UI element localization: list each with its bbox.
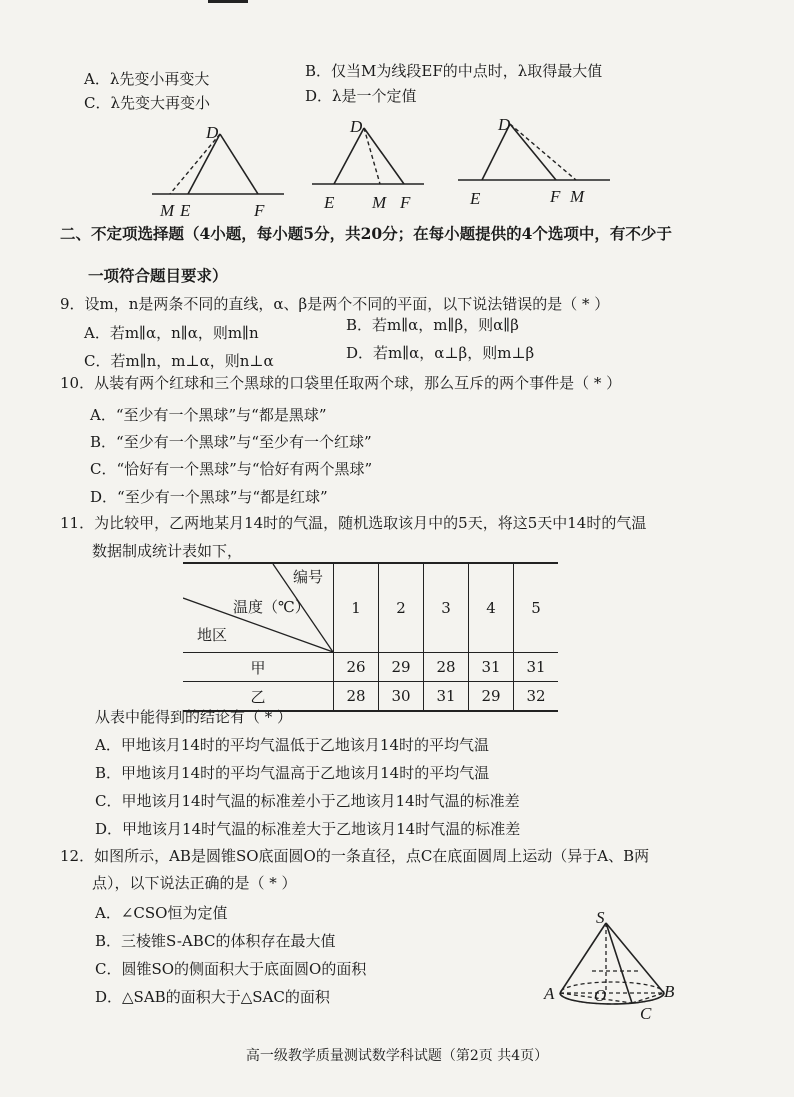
q11-stem-cont: 数据制成统计表如下， bbox=[92, 542, 243, 560]
table-cell: 30 bbox=[379, 682, 424, 712]
fig2-label-m: M bbox=[372, 193, 387, 212]
cone-label-a: A bbox=[544, 984, 555, 1003]
table-cell: 31 bbox=[514, 653, 559, 682]
table-cell: 28 bbox=[424, 653, 469, 682]
q12-stem-cont: 点），以下说法正确的是（ * ） bbox=[92, 874, 297, 892]
row-region: 甲 bbox=[183, 653, 334, 682]
q10-option-d: D．“至少有一个黑球”与“都是红球” bbox=[90, 488, 328, 506]
q10-option-a: A．“至少有一个黑球”与“都是黑球” bbox=[90, 406, 327, 424]
fig1-label-d: D bbox=[206, 123, 219, 142]
fig2-label-e: E bbox=[324, 193, 335, 212]
fig3-label-d: D bbox=[498, 115, 511, 134]
q8-option-d: D．λ是一个定值 bbox=[305, 87, 417, 105]
q12-option-b: B．三棱锥S-ABC的体积存在最大值 bbox=[95, 932, 336, 950]
q11-stem: 11．为比较甲，乙两地某月14时的气温，随机选取该月中的5天，将这5天中14时的气温 bbox=[60, 514, 647, 532]
col-header: 2 bbox=[379, 563, 424, 653]
fig3-label-f: F bbox=[550, 187, 561, 206]
row-region: 乙 bbox=[183, 682, 334, 712]
q9-option-a: A．若m∥α，n∥α，则m∥n bbox=[84, 324, 259, 342]
table-cell: 31 bbox=[469, 653, 514, 682]
q11-conclusion: 从表中能得到的结论有（ * ） bbox=[95, 708, 293, 726]
fig1-label-m: M bbox=[160, 201, 175, 220]
section2-title-cont: 一项符合题目要求） bbox=[88, 266, 228, 285]
q8-figure-2 bbox=[308, 118, 428, 218]
fig1-label-f: F bbox=[254, 201, 265, 220]
fig3-label-m: M bbox=[570, 187, 585, 206]
col-header: 1 bbox=[334, 563, 379, 653]
fig1-label-e: E bbox=[180, 201, 191, 220]
table-cell: 31 bbox=[424, 682, 469, 712]
cone-label-c: C bbox=[640, 1004, 652, 1023]
cone-label-s: S bbox=[596, 908, 605, 927]
q8-option-c: C．λ先变大再变小 bbox=[84, 94, 210, 112]
q10-option-b: B．“至少有一个黑球”与“至少有一个红球” bbox=[90, 433, 372, 451]
q11-option-a: A．甲地该月14时的平均气温低于乙地该月14时的平均气温 bbox=[95, 736, 490, 754]
q8-option-a: A．λ先变小再变大 bbox=[84, 70, 210, 88]
q11-option-d: D．甲地该月14时气温的标准差大于乙地该月14时气温的标准差 bbox=[95, 820, 521, 838]
q9-option-b: B．若m∥α，m∥β，则α∥β bbox=[346, 316, 519, 334]
q9-option-c: C．若m∥n，m⊥α，则n⊥α bbox=[84, 352, 274, 370]
q10-option-c: C．“恰好有一个黑球”与“恰好有两个黑球” bbox=[90, 460, 373, 478]
header-region-label: 地区 bbox=[197, 626, 228, 644]
q9-stem: 9．设m，n是两条不同的直线，α、β是两个不同的平面，以下说法错误的是（ * ） bbox=[60, 295, 610, 313]
q10-stem: 10．从装有两个红球和三个黑球的口袋里任取两个球，那么互斥的两个事件是（ * ） bbox=[60, 374, 622, 392]
fig2-label-d: D bbox=[350, 118, 363, 136]
fig2-label-f: F bbox=[400, 193, 411, 212]
temperature-table bbox=[183, 562, 558, 712]
header-temp-label: 温度（℃） bbox=[233, 598, 310, 616]
col-header: 4 bbox=[469, 563, 514, 653]
scan-mark bbox=[208, 0, 248, 3]
q12-option-d: D．△SAB的面积大于△SAC的面积 bbox=[95, 988, 330, 1006]
cone-label-b: B bbox=[664, 982, 675, 1001]
q8-figure-3 bbox=[454, 114, 614, 214]
col-header: 5 bbox=[514, 563, 559, 653]
table-cell: 28 bbox=[334, 682, 379, 712]
table-cell: 29 bbox=[379, 653, 424, 682]
cone-figure bbox=[540, 905, 690, 1023]
table-row bbox=[183, 653, 558, 682]
cone-label-o: O bbox=[594, 986, 607, 1005]
fig3-label-e: E bbox=[470, 189, 481, 208]
table-header-cell bbox=[183, 563, 334, 653]
q11-option-c: C．甲地该月14时气温的标准差小于乙地该月14时气温的标准差 bbox=[95, 792, 520, 810]
q11-option-b: B．甲地该月14时的平均气温高于乙地该月14时的平均气温 bbox=[95, 764, 490, 782]
q12-stem: 12．如图所示，AB是圆锥SO底面圆O的一条直径，点C在底面圆周上运动（异于A、B两 bbox=[60, 847, 650, 865]
q8-option-b: B．仅当M为线段EF的中点时，λ取得最大值 bbox=[305, 62, 603, 80]
col-header: 3 bbox=[424, 563, 469, 653]
q12-option-c: C．圆锥SO的侧面积大于底面圆O的面积 bbox=[95, 960, 367, 978]
q12-option-a: A．∠CSO恒为定值 bbox=[95, 904, 228, 922]
table-cell: 26 bbox=[334, 653, 379, 682]
q9-option-d: D．若m∥α，α⊥β，则m⊥β bbox=[346, 344, 535, 362]
section2-title: 二、不定项选择题（4小题，每小题5分，共20分；在每小题提供的4个选项中，有不少于 bbox=[60, 224, 672, 243]
table-cell: 29 bbox=[469, 682, 514, 712]
page-footer: 高一级教学质量测试数学科试题（第2页 共4页） bbox=[245, 1048, 549, 1064]
header-number-label: 编号 bbox=[293, 568, 324, 586]
table-cell: 32 bbox=[514, 682, 559, 712]
q8-figure-1 bbox=[148, 122, 288, 222]
